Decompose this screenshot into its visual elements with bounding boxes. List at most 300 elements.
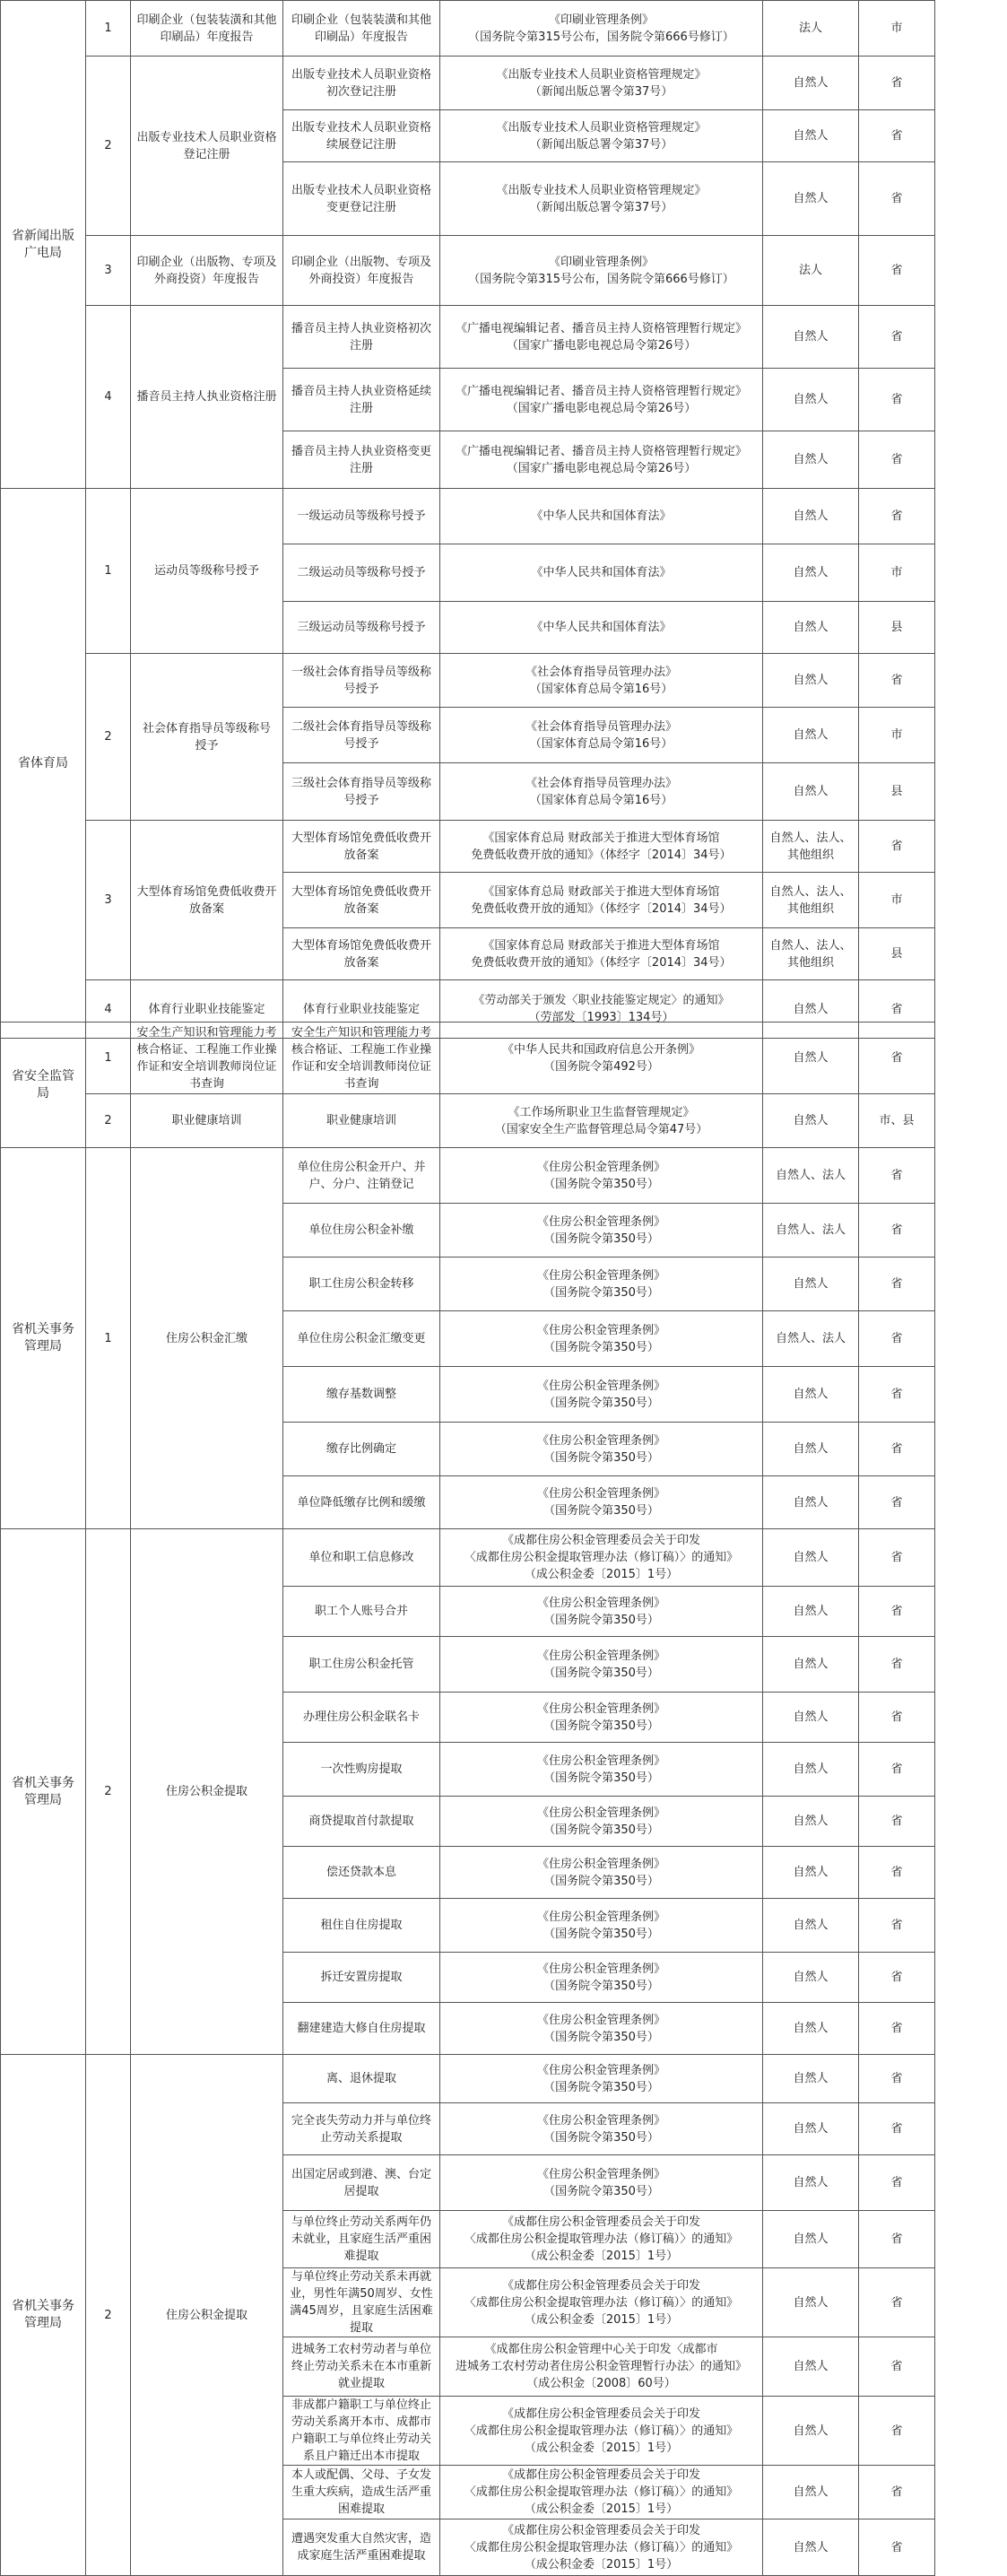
handling-level: 省 — [859, 1204, 935, 1258]
legal-basis-line: （新闻出版总署令第37号） — [529, 84, 673, 99]
service-target: 自然人 — [763, 2337, 859, 2397]
handling-level: 省 — [859, 2155, 935, 2211]
legal-basis — [440, 1587, 763, 1637]
legal-basis-line: 《成都住房公积金管理委员会关于印发 — [501, 2278, 700, 2293]
sub-item-name: 单位和职工信息修改 — [283, 1529, 440, 1587]
legal-basis-line: （成公积金委〔2015〕1号） — [524, 2502, 679, 2516]
handling-level: 省 — [859, 1637, 935, 1693]
item-number: 1 — [86, 489, 131, 654]
legal-basis-line: （国务院令第350号） — [543, 1504, 659, 1518]
legal-basis-line: （国务院令第350号） — [543, 1285, 659, 1300]
item-name: 住房公积金汇缴 — [131, 1148, 283, 1529]
service-target: 自然人 — [763, 2055, 859, 2103]
service-target: 自然人 — [763, 763, 859, 821]
legal-basis — [440, 1423, 763, 1476]
service-target: 自然人 — [763, 2268, 859, 2337]
sub-item-name: 拆迁安置房提取 — [283, 1953, 440, 2003]
handling-level: 省 — [859, 1423, 935, 1476]
handling-level: 省 — [859, 306, 935, 369]
service-target: 自然人 — [763, 1476, 859, 1529]
handling-level: 省 — [859, 1693, 935, 1743]
legal-basis-line: （成公积金委〔2015〕1号） — [524, 1568, 679, 1581]
handling-level: 省 — [859, 57, 935, 110]
legal-basis-line: （国务院令第350号） — [543, 1231, 659, 1246]
legal-basis-line: （国家广播电影电视总局令第26号） — [506, 338, 697, 352]
sub-item-name: 离、退休提取 — [283, 2055, 440, 2103]
legal-basis — [440, 1797, 763, 1847]
legal-basis-line: 《住房公积金管理条例》 — [536, 1323, 665, 1337]
department-block — [0, 2054, 935, 2576]
legal-basis — [440, 110, 763, 162]
item-name: 社会体育指导员等级称号 授予 — [131, 654, 283, 821]
service-target: 自然人 — [763, 162, 859, 236]
legal-basis-line: （成公积金〔2008〕60号） — [526, 2377, 676, 2390]
legal-basis — [440, 1693, 763, 1743]
legal-basis-line: 《社会体育指导员管理办法》 — [525, 776, 677, 790]
item-number: 2 — [86, 1529, 131, 2055]
sub-item-name: 缴存基数调整 — [283, 1367, 440, 1423]
service-target: 自然人 — [763, 1258, 859, 1311]
legal-basis — [440, 873, 763, 928]
legal-basis-line: 《中华人民共和国体育法》 — [531, 509, 672, 523]
sub-item-name: 单位住房公积金汇缴变更 — [283, 1311, 440, 1367]
department-block — [0, 488, 935, 1039]
handling-level: 市 — [859, 873, 935, 928]
legal-basis-line: 免费低收费开放的通知》（体经字〔2014〕34号） — [471, 848, 732, 862]
sub-item-name: 缴存比例确定 — [283, 1423, 440, 1476]
legal-basis-line: 《住房公积金管理条例》 — [536, 1649, 665, 1663]
legal-basis — [440, 489, 763, 544]
handling-level: 省 — [859, 1476, 935, 1529]
legal-basis-line: 〈成都住房公积金提取管理办法（修订稿）〉的通知》 — [464, 2295, 739, 2310]
legal-basis-line: （成公积金委〔2015〕1号） — [524, 2441, 679, 2455]
legal-basis-line: 《成都住房公积金管理中心关于印发〈成都市 — [484, 2343, 718, 2356]
legal-basis-line: 《劳动部关于颁发〈职业技能鉴定规定〉的通知》 — [473, 994, 730, 1007]
service-target: 自然人 — [763, 1023, 859, 1094]
legal-basis-line: 《广播电视编辑记者、播音员主持人资格管理暂行规定》 — [455, 444, 747, 458]
service-target: 法人 — [763, 236, 859, 306]
service-target: 自然人、法人、其他组织 — [763, 821, 859, 873]
legal-basis — [440, 763, 763, 821]
legal-basis — [440, 1, 763, 57]
legal-basis — [440, 1148, 763, 1204]
handling-level: 省 — [859, 162, 935, 236]
sub-item-name: 职工个人账号合并 — [283, 1587, 440, 1637]
sub-item-name: 出版专业技术人员职业资格续展登记注册 — [283, 110, 440, 162]
sub-item-name: 播音员主持人执业资格延续注册 — [283, 369, 440, 431]
department-cell: 省新闻出版广电局 — [1, 1, 86, 489]
service-target: 自然人 — [763, 544, 859, 602]
table-row — [1, 1148, 935, 1204]
service-target: 自然人 — [763, 306, 859, 369]
legal-basis-line: 《住房公积金管理条例》 — [536, 1754, 665, 1768]
handling-level: 省 — [859, 489, 935, 544]
legal-basis-line: 《成都住房公积金管理委员会关于印发 — [501, 1534, 700, 1547]
sub-item-name: 单位住房公积金开户、并户、分户、注销登记 — [283, 1148, 440, 1204]
handling-level: 市 — [859, 708, 935, 763]
legal-basis — [440, 821, 763, 873]
handling-level: 市 — [859, 544, 935, 602]
handling-level: 省 — [859, 654, 935, 708]
legal-basis — [440, 1637, 763, 1693]
service-target: 自然人 — [763, 1899, 859, 1953]
item-name: 运动员等级称号授予 — [131, 489, 283, 654]
legal-basis-line: 《成都住房公积金管理委员会关于印发 — [501, 2406, 700, 2421]
legal-basis-line: 《成都住房公积金管理委员会关于印发 — [501, 2468, 700, 2482]
sub-item-name: 印刷企业（包装装潢和其他印刷品）年度报告 — [283, 1, 440, 57]
legal-basis-line: （国家体育总局令第16号） — [529, 682, 673, 696]
table-row — [1, 306, 935, 369]
legal-basis-line: 《印刷业管理条例》 — [548, 255, 654, 269]
table-row — [1, 1023, 935, 1094]
sub-item-name: 出版专业技术人员职业资格初次登记注册 — [283, 57, 440, 110]
legal-basis-line: （成公积金委〔2015〕1号） — [524, 2312, 679, 2327]
legal-basis — [440, 1094, 763, 1148]
service-target: 自然人 — [763, 980, 859, 1039]
sub-item-name: 一次性购房提取 — [283, 1743, 440, 1797]
legal-basis-line: 《住房公积金管理条例》 — [536, 1910, 665, 1924]
item-name: 出版专业技术人员职业资格登记注册 — [131, 57, 283, 236]
service-target: 自然人 — [763, 489, 859, 544]
service-target: 自然人 — [763, 1529, 859, 1587]
table-row — [1, 821, 935, 873]
service-target: 自然人 — [763, 57, 859, 110]
service-target: 自然人、法人 — [763, 1311, 859, 1367]
handling-level: 省 — [859, 1023, 935, 1094]
service-target: 自然人 — [763, 1693, 859, 1743]
legal-basis — [440, 2211, 763, 2268]
table-row — [1, 2055, 935, 2103]
service-target: 自然人 — [763, 1953, 859, 2003]
sub-item-name: 二级社会体育指导员等级称号授予 — [283, 708, 440, 763]
legal-basis — [440, 1743, 763, 1797]
legal-basis-line: （国务院令第315号公布，国务院令第666号修订） — [468, 30, 734, 44]
handling-level: 省 — [859, 369, 935, 431]
sub-item-name: 与单位终止劳动关系两年仍未就业，且家庭生活严重困难提取 — [283, 2211, 440, 2268]
legal-basis-line: 《住房公积金管理条例》 — [536, 1433, 665, 1448]
service-target: 自然人 — [763, 1637, 859, 1693]
legal-basis-line: 〈成都住房公积金提取管理办法（修订稿）〉的通知》 — [464, 2424, 739, 2438]
item-number: 1 — [86, 1, 131, 57]
table-row — [1, 654, 935, 708]
handling-level: 省 — [859, 1797, 935, 1847]
legal-basis-line: （国家广播电影电视总局令第26号） — [506, 401, 697, 415]
legal-basis-line: 《社会体育指导员管理办法》 — [525, 719, 677, 734]
legal-basis-line: （国务院令第350号） — [543, 2030, 659, 2044]
legal-basis-line: 《出版专业技术人员职业资格管理规定》 — [496, 67, 707, 82]
service-target: 自然人 — [763, 1367, 859, 1423]
legal-basis-line: 《工作场所职业卫生监督管理规定》 — [508, 1105, 695, 1119]
legal-basis-line: 《住房公积金管理条例》 — [536, 1962, 665, 1976]
service-target: 自然人 — [763, 431, 859, 489]
legal-basis-line: 《社会体育指导员管理办法》 — [525, 665, 677, 679]
sub-item-name: 进城务工农村劳动者与单位终止劳动关系未在本市重新就业提取 — [283, 2337, 440, 2397]
item-name: 体育行业职业技能鉴定 — [131, 980, 283, 1039]
legal-basis-line: （国务院令第350号） — [543, 1340, 659, 1354]
legal-basis-line: （成公积金委〔2015〕1号） — [524, 2557, 679, 2572]
legal-basis-line: 《住房公积金管理条例》 — [536, 1268, 665, 1283]
item-number: 4 — [86, 306, 131, 489]
legal-basis-line: 《住房公积金管理条例》 — [536, 1160, 665, 1174]
service-target: 自然人、法人 — [763, 1204, 859, 1258]
item-name: 播音员主持人执业资格注册 — [131, 306, 283, 489]
department-cell: 省体育局 — [1, 489, 86, 1039]
service-target: 自然人 — [763, 2003, 859, 2055]
handling-level: 省 — [859, 2519, 935, 2576]
legal-basis-line: 《住房公积金管理条例》 — [536, 1487, 665, 1501]
legal-basis — [440, 1529, 763, 1587]
legal-basis-line: （国务院令第315号公布，国务院令第666号修订） — [468, 272, 734, 286]
legal-basis-line: 〈成都住房公积金提取管理办法（修订稿）〉的通知》 — [464, 2540, 739, 2554]
service-target: 自然人、法人、其他组织 — [763, 873, 859, 928]
legal-basis-line: （国务院令第350号） — [543, 1979, 659, 1993]
legal-basis-line: 《住房公积金管理条例》 — [536, 1701, 665, 1716]
table-row — [1, 1094, 935, 1148]
legal-basis-line: （国家体育总局令第16号） — [529, 793, 673, 807]
item-number: 1 — [86, 1148, 131, 1529]
item-number: 3 — [86, 236, 131, 306]
sub-item-name: 职工住房公积金转移 — [283, 1258, 440, 1311]
legal-basis — [440, 1476, 763, 1529]
sub-item-name: 安全生产知识和管理能力考核合格证、工程施工作业操作证和安全培训教师岗位证书查询 — [283, 1023, 440, 1094]
service-target: 自然人 — [763, 1094, 859, 1148]
legal-basis — [440, 654, 763, 708]
sub-item-name: 出版专业技术人员职业资格变更登记注册 — [283, 162, 440, 236]
legal-basis-line: （国务院令第350号） — [543, 1666, 659, 1680]
item-number: 3 — [86, 821, 131, 980]
handling-level: 省 — [859, 821, 935, 873]
legal-basis-line: 《国家体育总局 财政部关于推进大型体育场馆 — [482, 831, 720, 845]
legal-basis-line: 《广播电视编辑记者、播音员主持人资格管理暂行规定》 — [455, 321, 747, 335]
legal-basis-line: 《广播电视编辑记者、播音员主持人资格管理暂行规定》 — [455, 384, 747, 398]
service-target: 自然人 — [763, 1797, 859, 1847]
service-target: 自然人 — [763, 2397, 859, 2466]
handling-level: 省 — [859, 236, 935, 306]
sub-item-name: 租住自住房提取 — [283, 1899, 440, 1953]
item-number: 2 — [86, 654, 131, 821]
sub-item-name: 播音员主持人执业资格初次注册 — [283, 306, 440, 369]
sub-item-name: 非成都户籍职工与单位终止劳动关系离开本市、成都市户籍职工与单位终止劳动关系且户籍迁出本市提取 — [283, 2397, 440, 2466]
legal-basis — [440, 1899, 763, 1953]
table-row — [1, 236, 935, 306]
handling-level: 市、县 — [859, 1094, 935, 1148]
legal-basis — [440, 2103, 763, 2155]
table-row — [1, 1, 935, 57]
legal-basis-line: （国务院令第350号） — [543, 1771, 659, 1785]
sub-item-name: 本人或配偶、父母、子女发生重大疾病，造成生活严重困难提取 — [283, 2466, 440, 2519]
item-name: 住房公积金提取 — [131, 1529, 283, 2055]
legal-basis — [440, 928, 763, 980]
legal-basis-line: 《住房公积金管理条例》 — [536, 2167, 665, 2181]
service-target: 自然人 — [763, 2155, 859, 2211]
sub-item-name: 商贷提取首付款提取 — [283, 1797, 440, 1847]
legal-basis-line: 免费低收费开放的通知》（体经字〔2014〕34号） — [471, 901, 732, 916]
legal-basis-line: （国务院令第350号） — [543, 1613, 659, 1627]
item-name: 职业健康培训 — [131, 1094, 283, 1148]
legal-basis — [440, 1311, 763, 1367]
service-target: 自然人 — [763, 2466, 859, 2519]
legal-basis — [440, 2337, 763, 2397]
sub-item-name: 翻建建造大修自住房提取 — [283, 2003, 440, 2055]
sub-item-name: 遭遇突发重大自然灾害，造成家庭生活严重困难提取 — [283, 2519, 440, 2576]
legal-basis — [440, 236, 763, 306]
legal-basis-line: 〈成都住房公积金提取管理办法（修订稿）〉的通知》 — [464, 2232, 739, 2246]
legal-basis — [440, 2397, 763, 2466]
item-number: 1 — [86, 1023, 131, 1094]
legal-basis — [440, 2003, 763, 2055]
legal-basis-line: 《住房公积金管理条例》 — [536, 1806, 665, 1820]
service-target: 自然人 — [763, 2211, 859, 2268]
legal-basis — [440, 1367, 763, 1423]
item-number: 2 — [86, 1094, 131, 1148]
service-target: 自然人 — [763, 602, 859, 654]
sub-item-name: 印刷企业（出版物、专项及外商投资）年度报告 — [283, 236, 440, 306]
legal-basis-line: 《成都住房公积金管理委员会关于印发 — [501, 2215, 700, 2229]
legal-basis-line: 进城务工农村劳动者住房公积金管理暂行办法〉的通知》 — [455, 2360, 747, 2373]
legal-basis-line: 〈成都住房公积金提取管理办法（修订稿）〉的通知》 — [464, 2485, 739, 2499]
sub-item-name: 三级运动员等级称号授予 — [283, 602, 440, 654]
sub-item-name: 体育行业职业技能鉴定 — [283, 980, 440, 1039]
sub-item-name: 大型体育场馆免费低收费开放备案 — [283, 873, 440, 928]
department-cell: 省机关事务管理局 — [1, 1148, 86, 1529]
sub-item-name: 单位降低缴存比例和缓缴 — [283, 1476, 440, 1529]
legal-basis-line: （国家广播电影电视总局令第26号） — [506, 461, 697, 475]
legal-basis — [440, 1847, 763, 1899]
handling-level: 省 — [859, 1311, 935, 1367]
legal-basis-line: 《住房公积金管理条例》 — [536, 1857, 665, 1871]
legal-basis-line: 免费低收费开放的通知》（体经字〔2014〕34号） — [471, 955, 732, 970]
legal-basis-line: （国务院令第492号） — [543, 1059, 659, 1074]
legal-basis-line: 《住房公积金管理条例》 — [536, 1596, 665, 1610]
item-name: 印刷企业（包装装潢和其他印刷品）年度报告 — [131, 1, 283, 57]
handling-level: 省 — [859, 110, 935, 162]
handling-level: 省 — [859, 2055, 935, 2103]
legal-basis — [440, 708, 763, 763]
handling-level: 省 — [859, 1899, 935, 1953]
handling-level: 省 — [859, 1367, 935, 1423]
table-row — [1, 57, 935, 110]
legal-basis-line: （新闻出版总署令第37号） — [529, 137, 673, 152]
sub-item-name: 大型体育场馆免费低收费开放备案 — [283, 928, 440, 980]
handling-level: 省 — [859, 2397, 935, 2466]
handling-level: 县 — [859, 763, 935, 821]
sub-item-name: 偿还贷款本息 — [283, 1847, 440, 1899]
sub-item-name: 一级社会体育指导员等级称号授予 — [283, 654, 440, 708]
handling-level: 省 — [859, 1587, 935, 1637]
legal-basis-line: （国家体育总局令第16号） — [529, 736, 673, 751]
sub-item-name: 二级运动员等级称号授予 — [283, 544, 440, 602]
department-block — [0, 1147, 935, 1529]
item-name: 安全生产知识和管理能力考核合格证、工程施工作业操作证和安全培训教师岗位证书查询 — [131, 1023, 283, 1094]
legal-basis-line: 《国家体育总局 财政部关于推进大型体育场馆 — [482, 938, 720, 953]
handling-level: 省 — [859, 431, 935, 489]
service-target: 自然人 — [763, 2103, 859, 2155]
legal-basis-line: （国务院令第350号） — [543, 1927, 659, 1941]
legal-basis — [440, 1023, 763, 1094]
legal-basis-line: （国务院令第350号） — [543, 2130, 659, 2145]
legal-basis — [440, 57, 763, 110]
legal-basis-line: （国家安全生产监督管理总局令第47号） — [494, 1122, 708, 1136]
legal-basis — [440, 306, 763, 369]
legal-basis-line: 《成都住房公积金管理委员会关于印发 — [501, 2523, 700, 2537]
handling-level: 省 — [859, 1529, 935, 1587]
sub-item-name: 单位住房公积金补缴 — [283, 1204, 440, 1258]
service-target: 自然人 — [763, 1423, 859, 1476]
service-target: 自然人、法人、其他组织 — [763, 928, 859, 980]
handling-level: 县 — [859, 928, 935, 980]
handling-level: 省 — [859, 2211, 935, 2268]
handling-level: 省 — [859, 2003, 935, 2055]
legal-basis-line: 《中华人民共和国政府信息公开条例》 — [501, 1042, 700, 1057]
table-row — [1, 489, 935, 544]
sub-item-name: 大型体育场馆免费低收费开放备案 — [283, 821, 440, 873]
handling-level: 县 — [859, 602, 935, 654]
service-target: 自然人 — [763, 110, 859, 162]
sub-item-name: 一级运动员等级称号授予 — [283, 489, 440, 544]
legal-basis-line: 〈成都住房公积金提取管理办法（修订稿）〉的通知》 — [464, 1551, 739, 1564]
legal-basis — [440, 2268, 763, 2337]
legal-basis — [440, 1258, 763, 1311]
legal-basis-line: 《住房公积金管理条例》 — [536, 1379, 665, 1393]
legal-basis-line: 《出版专业技术人员职业资格管理规定》 — [496, 183, 707, 197]
sub-item-name: 三级社会体育指导员等级称号授予 — [283, 763, 440, 821]
service-target: 自然人 — [763, 654, 859, 708]
legal-basis-line: （国务院令第350号） — [543, 1396, 659, 1410]
department-block — [0, 1528, 935, 2055]
legal-basis-line: （国务院令第350号） — [543, 1177, 659, 1191]
item-name: 住房公积金提取 — [131, 2055, 283, 2576]
handling-level: 省 — [859, 2466, 935, 2519]
department-cell: 省机关事务管理局 — [1, 1529, 86, 2055]
legal-basis-line: （成公积金委〔2015〕1号） — [524, 2250, 679, 2263]
item-name: 印刷企业（出版物、专项及外商投资）年度报告 — [131, 236, 283, 306]
handling-level: 省 — [859, 1148, 935, 1204]
legal-basis — [440, 1204, 763, 1258]
legal-basis-line: （国务院令第350号） — [543, 2184, 659, 2198]
legal-basis-line: （新闻出版总署令第37号） — [529, 200, 673, 214]
handling-level: 省 — [859, 2103, 935, 2155]
handling-level: 省 — [859, 1953, 935, 2003]
legal-basis — [440, 369, 763, 431]
legal-basis — [440, 162, 763, 236]
legal-basis — [440, 2055, 763, 2103]
service-target: 自然人 — [763, 1587, 859, 1637]
service-target: 法人 — [763, 1, 859, 57]
service-target: 自然人 — [763, 369, 859, 431]
handling-level: 省 — [859, 980, 935, 1039]
legal-basis-line: 《住房公积金管理条例》 — [536, 2063, 665, 2077]
legal-basis-line: 《国家体育总局 财政部关于推进大型体育场馆 — [482, 884, 720, 899]
legal-basis — [440, 1953, 763, 2003]
legal-basis — [440, 2155, 763, 2211]
sub-item-name: 与单位终止劳动关系未再就业，男性年满50周岁、女性满45周岁，且家庭生活困难提取 — [283, 2268, 440, 2337]
legal-basis — [440, 2519, 763, 2576]
department-cell: 省安全监管局 — [1, 1023, 86, 1148]
sub-item-name: 完全丧失劳动力并与单位终止劳动关系提取 — [283, 2103, 440, 2155]
legal-basis-line: 《印刷业管理条例》 — [548, 13, 654, 27]
sub-item-name: 职业健康培训 — [283, 1094, 440, 1148]
department-cell: 省机关事务管理局 — [1, 2055, 86, 2576]
department-block — [0, 0, 935, 489]
legal-basis — [440, 2466, 763, 2519]
legal-basis — [440, 544, 763, 602]
handling-level: 省 — [859, 2268, 935, 2337]
table-row — [1, 1529, 935, 1587]
item-name: 大型体育场馆免费低收费开放备案 — [131, 821, 283, 980]
handling-level: 省 — [859, 2337, 935, 2397]
service-target: 自然人 — [763, 1743, 859, 1797]
service-target: 自然人 — [763, 1847, 859, 1899]
